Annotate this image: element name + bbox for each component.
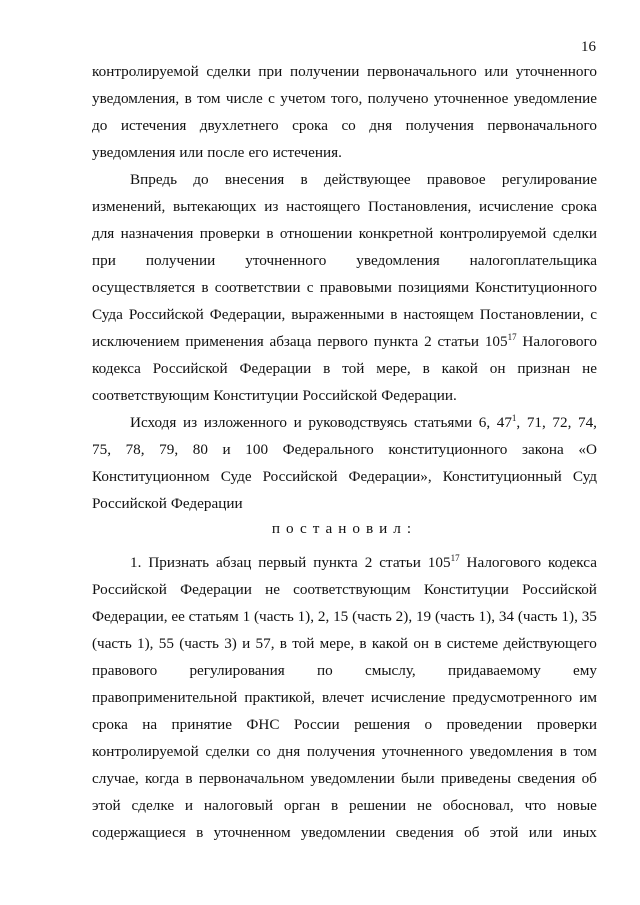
word: Конституции [213,387,299,404]
word: 1), [561,608,578,625]
word: 1), [137,635,154,652]
word: срока [92,716,128,733]
word: правовыми [319,279,392,296]
text-line [92,359,597,379]
text-line [130,553,597,573]
word: он [413,635,430,652]
word: 100 [245,441,269,458]
word: получения [306,743,376,760]
word: 19 [415,608,432,625]
word: (часть [352,608,392,625]
word: настоящего [286,198,361,215]
word: 1), [478,608,495,625]
word: налоговый [203,797,274,814]
text-line [92,143,597,163]
word: после [207,144,245,161]
word: или [484,63,509,80]
word: 3) [224,635,237,652]
word: конституционного [388,441,508,458]
word: исчисление [479,198,554,215]
word: той [292,635,315,652]
text-line [92,742,597,762]
word: $105^{17}$ [427,553,460,571]
word: 15 [333,608,349,625]
superscript: 17 [507,332,517,342]
word: действующее [323,171,411,188]
word: случае, [92,770,139,787]
word: вытекающих [173,198,257,215]
word: 75, [92,441,111,458]
word: до [193,171,209,188]
word: Федерации, [92,608,168,625]
word: $105^{17}$ [484,332,517,350]
text-line [92,580,597,600]
word: Федерального [282,441,374,458]
word: Российской [92,495,167,512]
word: уведомления [92,144,176,161]
text-line [92,634,597,654]
word: о [424,716,433,733]
word: в [359,635,367,652]
text-line [92,89,597,109]
word: России [293,716,340,733]
word: закона [521,441,564,458]
word: Конституционный [442,468,562,485]
word: решения [354,716,411,733]
word: из [264,198,279,215]
word: Конституционном [92,468,210,485]
text-line [92,278,597,298]
text-line [92,494,597,514]
word: абзац [216,554,252,571]
text-line [92,251,597,271]
word: 2, [317,608,330,625]
text-line [130,413,597,433]
text-line [92,607,597,627]
word: учетом [280,90,326,107]
word: иных [562,824,597,841]
word: 34 [498,608,515,625]
word: 1), [297,608,315,625]
word: в [300,171,308,188]
word: действующего [503,635,597,652]
word: придаваемому [447,662,541,679]
word: не [417,797,432,814]
word: уведомления [469,743,554,760]
word: 79, [159,441,179,458]
word: не [582,360,597,377]
word: внесения [224,171,285,188]
word: первоначального [367,63,477,80]
word: ему [573,662,597,679]
word: сделки [552,225,597,242]
word: изменений, [92,198,166,215]
word: Суда [92,306,123,323]
word: когда [145,770,180,787]
word: той [342,360,365,377]
word: отношении [279,225,353,242]
word: в [185,770,193,787]
word: первый [258,554,307,571]
word: настоящем [403,306,474,323]
word: назначения [120,225,194,242]
word: контролируемой [92,63,199,80]
word: соответствии [214,279,301,296]
text-line [130,170,597,190]
word: Российской [92,581,167,598]
text-line [92,386,597,406]
word: что [524,797,547,814]
text-line [92,796,597,816]
word: уточненном [213,824,291,841]
word: со [341,117,356,134]
word: 1 [242,608,251,625]
word: Федерации [170,495,243,512]
word: том [197,90,221,107]
word: контролируемой [439,225,547,242]
word: дня [277,743,301,760]
word: первоначальном [198,770,305,787]
word: в [331,797,339,814]
word: на [142,716,158,733]
word: Конституционного [475,279,597,296]
word: для [92,225,115,242]
superscript: 1 [511,413,517,423]
word: (часть [434,608,475,625]
word: до [92,117,108,134]
word: (часть [179,635,219,652]
word: системе [446,635,499,652]
text-line [92,440,597,460]
word: дня [369,117,393,134]
word: получения [405,117,474,134]
word: Конституции [423,581,509,598]
word: 74, [577,414,597,431]
word: решении [349,797,407,814]
word: 55 [158,635,174,652]
word: исчисление [370,689,446,706]
word: со [256,743,271,760]
word: Российской [522,581,597,598]
word: предусмотренного [452,689,573,706]
word: Исходя [130,414,177,431]
word: соответствующим [92,387,210,404]
word: (часть [92,635,132,652]
text-line [92,823,597,843]
text-line [92,197,597,217]
word: и [222,441,231,458]
word: правовое [426,171,486,188]
word: уточненного [515,63,597,80]
word: правоприменительной [92,689,238,706]
word: им [579,689,597,706]
word: не [265,581,280,598]
word: Федерации, [209,306,286,323]
word: какой [441,360,478,377]
word: какой [371,635,409,652]
text-line [92,305,597,325]
word: уведомлении [310,770,395,787]
word: ФНС [246,716,280,733]
word: регулирования [189,662,285,679]
superscript: 17 [450,553,460,563]
word: Федерации. [381,387,457,404]
word: Признать [148,554,210,571]
word: в [559,743,567,760]
word: 1. [130,554,142,571]
word: в [266,225,274,242]
word: (часть [254,608,294,625]
word: проверки [536,716,597,733]
word: или [179,144,204,161]
word: уведомлении [300,824,386,841]
word: 72, [552,414,572,431]
word: получено [367,90,429,107]
word: 2 [364,554,373,571]
word: конкретной [358,225,434,242]
word: этой [92,797,121,814]
word: сведения [395,824,454,841]
word: Суде [220,468,252,485]
word: того, [331,90,363,107]
word: срока [292,117,328,134]
word: $47^1$, [496,413,521,431]
word: двухлетнего [199,117,279,134]
word: том [573,743,597,760]
text-line [92,62,597,82]
word: содержащиеся [92,824,186,841]
text-line [92,224,597,244]
word: Постановлении, [479,306,585,323]
word: уточненное [433,90,509,107]
word: первоначального [487,117,597,134]
word: его [248,144,269,161]
word: регулирование [501,171,597,188]
word: получении [289,63,360,80]
word: истечения [120,117,187,134]
resolution-heading: постановил: [271,520,418,537]
word: Российской [152,360,228,377]
word: и [293,414,302,431]
page-number: 16 [581,39,596,55]
word: об [464,824,480,841]
word: правового [92,662,158,679]
word: статьи [379,554,421,571]
word: уведомления [356,252,440,269]
word: или [528,824,553,841]
word: орган [283,797,321,814]
word: обосновал, [442,797,514,814]
word: статьи [437,333,480,350]
word: новые [557,797,597,814]
word: в [422,360,430,377]
text-line [92,467,597,487]
word: в [196,824,204,841]
word: уведомление [513,90,597,107]
word: осуществляется [92,279,196,296]
word: кодекса [92,360,141,377]
word: сделке [131,797,175,814]
word: Постановления, [368,198,472,215]
word: сделки [205,743,250,760]
word: с [268,90,275,107]
word: Впредь [130,171,178,188]
word: в [323,360,331,377]
word: с [590,306,597,323]
word: контролируемой [92,743,199,760]
word: Суд [572,468,597,485]
word: срока [561,198,597,215]
word: из [183,414,198,431]
word: и [184,797,194,814]
word: статьями [413,414,473,431]
word: соответствующим [293,581,411,598]
word: абзаца [269,333,312,350]
word: (часть [517,608,558,625]
word: уточненного [381,743,463,760]
word: уточненного [245,252,327,269]
word: кодекса [548,554,597,571]
word: были [401,770,435,787]
word: в [434,635,442,652]
word: по [317,662,333,679]
word: пункта [313,554,358,571]
word: практикой, [244,689,315,706]
word: уведомления, [92,90,180,107]
word: Федерации [180,581,252,598]
word: позициями [398,279,469,296]
word: 71, [526,414,546,431]
word: этой [489,824,519,841]
word: руководствуясь [308,414,408,431]
word: Налогового [466,554,542,571]
word: мере, [319,635,355,652]
word: с [306,279,314,296]
word: налогоплательщика [469,252,597,269]
word: изложенного [203,414,287,431]
word: 2), [395,608,413,625]
word: исключением [92,333,180,350]
word: 6, [478,414,491,431]
word: первого [317,333,368,350]
word: в [279,635,287,652]
word: Федерации», [348,468,432,485]
word: об [581,770,597,787]
word: Налогового [522,333,597,350]
word: «О [578,441,597,458]
text-line [92,116,597,136]
word: влечет [321,689,364,706]
word: проведении [446,716,523,733]
word: Российской [128,306,204,323]
word: приведены [440,770,512,787]
word: смыслу, [364,662,416,679]
word: при [92,252,116,269]
word: 57, [255,635,275,652]
word: Российской [262,468,338,485]
word: и [242,635,251,652]
word: 78, [125,441,145,458]
word: мере, [376,360,411,377]
text-line [92,661,597,681]
word: в [201,279,209,296]
text-line [92,332,597,352]
word: применения [185,333,264,350]
word: получении [145,252,216,269]
word: он [489,360,506,377]
word: Федерации [239,360,312,377]
word: Российской [302,387,378,404]
word: статьям [188,608,239,625]
word: сделки [206,63,251,80]
word: выраженными [291,306,385,323]
word: принятие [171,716,232,733]
word: 80 [192,441,208,458]
text-line [92,688,597,708]
word: 35 [581,608,597,625]
text-line [92,715,597,735]
word: при [258,63,283,80]
word: в [184,90,192,107]
word: в [390,306,398,323]
word: 2 [424,333,432,350]
word: проверки [199,225,260,242]
word: признан [517,360,571,377]
word: пункта [373,333,419,350]
word: истечения. [272,144,342,161]
word: ее [171,608,185,625]
text-line [92,769,597,789]
word: сведения [517,770,576,787]
word: числе [225,90,263,107]
